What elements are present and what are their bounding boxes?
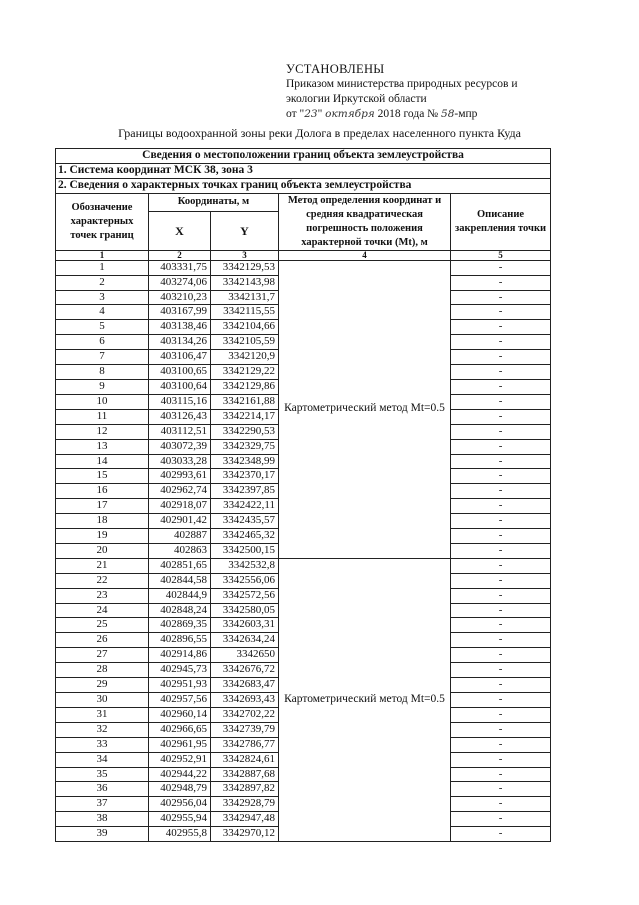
coord-x: 403331,75 — [149, 260, 211, 275]
point-description: - — [451, 409, 551, 424]
coord-x: 402844,58 — [149, 573, 211, 588]
coord-x: 403033,28 — [149, 454, 211, 469]
coord-x: 403106,47 — [149, 350, 211, 365]
order-suffix: -мпр — [454, 108, 478, 120]
point-description: - — [451, 573, 551, 588]
index-cell: 5 — [451, 250, 551, 260]
point-description: - — [451, 752, 551, 767]
point-description: - — [451, 305, 551, 320]
point-description: - — [451, 499, 551, 514]
coord-x: 402848,24 — [149, 603, 211, 618]
coord-y: 3342824,61 — [211, 752, 279, 767]
point-description: - — [451, 588, 551, 603]
coord-x: 402887 — [149, 529, 211, 544]
point-number: 7 — [56, 350, 149, 365]
coord-y: 3342947,48 — [211, 812, 279, 827]
coord-x: 402962,74 — [149, 484, 211, 499]
document-title: Границы водоохранной зоны реки Долога в пределах населенного пункта Куда — [118, 126, 521, 140]
coord-x: 402960,14 — [149, 707, 211, 722]
point-description: - — [451, 514, 551, 529]
point-number: 24 — [56, 603, 149, 618]
point-number: 6 — [56, 335, 149, 350]
coord-x: 402844,9 — [149, 588, 211, 603]
coord-y: 3342572,56 — [211, 588, 279, 603]
approval-header — [286, 62, 586, 122]
coord-x: 403115,16 — [149, 394, 211, 409]
point-number: 13 — [56, 439, 149, 454]
coord-x: 402869,35 — [149, 618, 211, 633]
point-number: 28 — [56, 663, 149, 678]
point-description: - — [451, 350, 551, 365]
point-number: 20 — [56, 543, 149, 558]
point-number: 34 — [56, 752, 149, 767]
coord-y: 3342131,7 — [211, 290, 279, 305]
point-description: - — [451, 365, 551, 380]
col-header-method: Метод определения координат и средняя квадратическая погрешность положения характерной точки (Мt), м — [279, 193, 451, 250]
point-description: - — [451, 529, 551, 544]
point-number: 23 — [56, 588, 149, 603]
approved-heading: УСТАНОВЛЕНЫ — [286, 62, 385, 76]
point-description: - — [451, 484, 551, 499]
table-row — [56, 558, 551, 573]
point-description: - — [451, 797, 551, 812]
coord-y: 3342970,12 — [211, 827, 279, 842]
coord-x: 402957,56 — [149, 693, 211, 708]
coord-y: 3342650 — [211, 648, 279, 663]
coord-x: 402944,22 — [149, 767, 211, 782]
point-description: - — [451, 394, 551, 409]
point-number: 12 — [56, 424, 149, 439]
coord-x: 403210,23 — [149, 290, 211, 305]
col-header-coords: Координаты, м — [149, 193, 279, 211]
coord-x: 402918,07 — [149, 499, 211, 514]
point-number: 2 — [56, 275, 149, 290]
point-description: - — [451, 424, 551, 439]
method-cell: Картометрический метод Мt=0.5 — [279, 558, 451, 841]
coord-y: 3342683,47 — [211, 678, 279, 693]
coord-y: 3342129,53 — [211, 260, 279, 275]
coord-x: 402993,61 — [149, 469, 211, 484]
col-header-point: Обозначение характерных точек границ — [56, 193, 149, 250]
point-description: - — [451, 827, 551, 842]
point-number: 35 — [56, 767, 149, 782]
point-description: - — [451, 693, 551, 708]
point-description: - — [451, 379, 551, 394]
coord-y: 3342397,85 — [211, 484, 279, 499]
point-number: 3 — [56, 290, 149, 305]
coord-y: 3342693,43 — [211, 693, 279, 708]
coord-x: 403134,26 — [149, 335, 211, 350]
date-prefix: от " — [286, 108, 305, 120]
coord-y: 3342161,88 — [211, 394, 279, 409]
coord-y: 3342105,59 — [211, 335, 279, 350]
coord-y: 3342370,17 — [211, 469, 279, 484]
coord-y: 3342348,99 — [211, 454, 279, 469]
order-line-1: Приказом министерства природных ресурсов и — [286, 78, 518, 90]
point-description: - — [451, 439, 551, 454]
point-description: - — [451, 722, 551, 737]
coord-y: 3342422,11 — [211, 499, 279, 514]
coord-x: 402955,94 — [149, 812, 211, 827]
point-description: - — [451, 707, 551, 722]
point-number: 36 — [56, 782, 149, 797]
coord-y: 3342702,22 — [211, 707, 279, 722]
coord-y: 3342120,9 — [211, 350, 279, 365]
point-number: 16 — [56, 484, 149, 499]
point-number: 32 — [56, 722, 149, 737]
coord-y: 3342556,06 — [211, 573, 279, 588]
point-number: 4 — [56, 305, 149, 320]
coord-x: 403100,64 — [149, 379, 211, 394]
point-description: - — [451, 648, 551, 663]
point-number: 19 — [56, 529, 149, 544]
table-title: Сведения о местоположении границ объекта землеустройства — [56, 149, 551, 164]
coord-x: 402896,55 — [149, 633, 211, 648]
point-description: - — [451, 737, 551, 752]
coord-x: 402961,95 — [149, 737, 211, 752]
point-description: - — [451, 290, 551, 305]
col-header-description: Описание закрепления точки — [451, 193, 551, 250]
date-day: 23 — [304, 108, 318, 120]
point-number: 30 — [56, 693, 149, 708]
coord-x: 403100,65 — [149, 365, 211, 380]
point-description: - — [451, 812, 551, 827]
point-number: 5 — [56, 320, 149, 335]
boundary-points-table — [55, 148, 551, 842]
point-number: 26 — [56, 633, 149, 648]
date-mid: " — [317, 108, 323, 120]
point-number: 31 — [56, 707, 149, 722]
point-description: - — [451, 275, 551, 290]
coord-y: 3342887,68 — [211, 767, 279, 782]
index-cell: 4 — [279, 250, 451, 260]
coord-x: 402863 — [149, 543, 211, 558]
coord-x: 402948,79 — [149, 782, 211, 797]
coord-y: 3342532,8 — [211, 558, 279, 573]
point-description: - — [451, 767, 551, 782]
point-number: 22 — [56, 573, 149, 588]
point-number: 37 — [56, 797, 149, 812]
point-description: - — [451, 454, 551, 469]
coord-y: 3342786,77 — [211, 737, 279, 752]
coord-x: 403167,99 — [149, 305, 211, 320]
coord-y: 3342928,79 — [211, 797, 279, 812]
coord-x: 402851,65 — [149, 558, 211, 573]
coord-y: 3342465,32 — [211, 529, 279, 544]
coord-system-row: 1. Система координат МСК 38, зона 3 — [56, 163, 551, 178]
coord-y: 3342214,17 — [211, 409, 279, 424]
date-year: 2018 года № — [377, 108, 439, 120]
coord-y: 3342143,98 — [211, 275, 279, 290]
date-month: октября — [325, 108, 375, 120]
coord-x: 403274,06 — [149, 275, 211, 290]
point-description: - — [451, 633, 551, 648]
index-cell: 1 — [56, 250, 149, 260]
point-description: - — [451, 678, 551, 693]
col-header-y: Y — [211, 211, 279, 250]
coord-y: 3342603,31 — [211, 618, 279, 633]
point-number: 29 — [56, 678, 149, 693]
coord-y: 3342435,57 — [211, 514, 279, 529]
coord-x: 403138,46 — [149, 320, 211, 335]
coord-y: 3342115,55 — [211, 305, 279, 320]
point-number: 25 — [56, 618, 149, 633]
point-description: - — [451, 320, 551, 335]
point-number: 18 — [56, 514, 149, 529]
coord-x: 402952,91 — [149, 752, 211, 767]
order-number: 58 — [441, 108, 455, 120]
point-description: - — [451, 782, 551, 797]
point-number: 10 — [56, 394, 149, 409]
coord-x: 402945,73 — [149, 663, 211, 678]
coord-x: 403072,39 — [149, 439, 211, 454]
coord-y: 3342897,82 — [211, 782, 279, 797]
point-description: - — [451, 543, 551, 558]
coord-y: 3342129,86 — [211, 379, 279, 394]
coord-x: 402966,65 — [149, 722, 211, 737]
col-header-x: X — [149, 211, 211, 250]
coord-x: 402951,93 — [149, 678, 211, 693]
point-description: - — [451, 663, 551, 678]
point-description: - — [451, 603, 551, 618]
point-number: 39 — [56, 827, 149, 842]
point-description: - — [451, 260, 551, 275]
point-description: - — [451, 558, 551, 573]
coord-y: 3342739,79 — [211, 722, 279, 737]
table-row — [56, 260, 551, 275]
point-number: 11 — [56, 409, 149, 424]
coord-y: 3342634,24 — [211, 633, 279, 648]
points-section-row: 2. Сведения о характерных точках границ объекта землеустройства — [56, 178, 551, 193]
point-number: 27 — [56, 648, 149, 663]
coord-x: 402901,42 — [149, 514, 211, 529]
coord-y: 3342580,05 — [211, 603, 279, 618]
point-description: - — [451, 335, 551, 350]
coord-y: 3342104,66 — [211, 320, 279, 335]
coord-y: 3342129,22 — [211, 365, 279, 380]
coord-x: 402956,04 — [149, 797, 211, 812]
method-cell: Картометрический метод Мt=0.5 — [279, 260, 451, 558]
point-number: 15 — [56, 469, 149, 484]
coord-y: 3342329,75 — [211, 439, 279, 454]
coord-y: 3342676,72 — [211, 663, 279, 678]
coord-x: 403112,51 — [149, 424, 211, 439]
index-cell: 3 — [211, 250, 279, 260]
order-line-2: экологии Иркутской области — [286, 93, 427, 105]
order-date-line — [286, 107, 586, 122]
coord-y: 3342290,53 — [211, 424, 279, 439]
coord-x: 402955,8 — [149, 827, 211, 842]
point-number: 14 — [56, 454, 149, 469]
coord-x: 403126,43 — [149, 409, 211, 424]
point-number: 38 — [56, 812, 149, 827]
coord-x: 402914,86 — [149, 648, 211, 663]
point-number: 33 — [56, 737, 149, 752]
index-cell: 2 — [149, 250, 211, 260]
point-number: 9 — [56, 379, 149, 394]
point-description: - — [451, 469, 551, 484]
point-number: 8 — [56, 365, 149, 380]
point-number: 1 — [56, 260, 149, 275]
point-number: 21 — [56, 558, 149, 573]
point-description: - — [451, 618, 551, 633]
coord-y: 3342500,15 — [211, 543, 279, 558]
point-number: 17 — [56, 499, 149, 514]
